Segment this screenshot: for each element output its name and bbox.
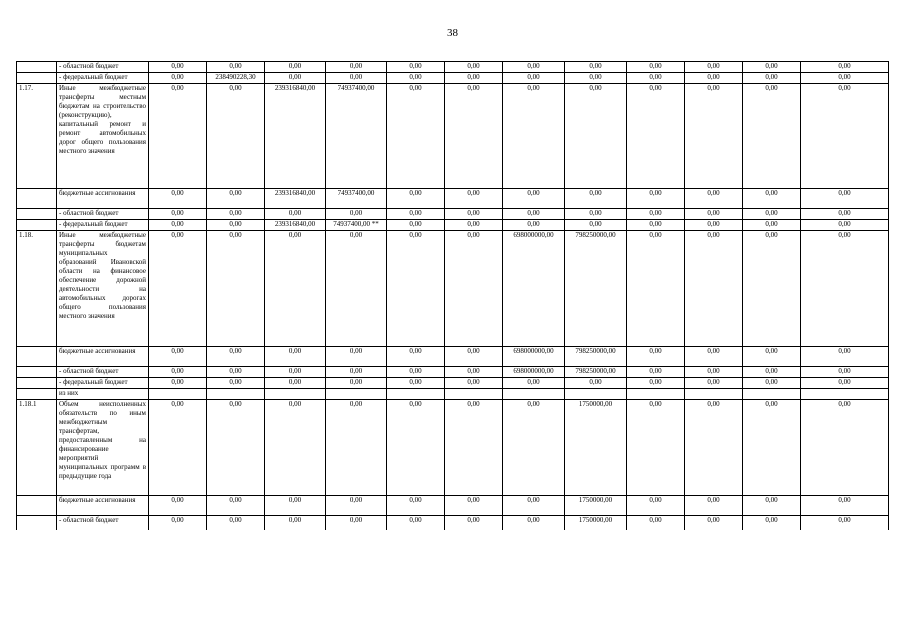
value-cell: 0,00 [445, 516, 503, 531]
value-cell [326, 389, 387, 400]
value-cell: 0,00 [565, 84, 627, 189]
value-cell: 0,00 [743, 209, 801, 220]
value-cell [387, 389, 445, 400]
value-cell: 0,00 [503, 62, 565, 73]
row-label: - областной бюджет [57, 209, 149, 220]
value-cell: 0,00 [565, 73, 627, 84]
value-cell: 0,00 [801, 209, 889, 220]
row-code [17, 62, 57, 73]
budget-table [16, 61, 889, 530]
value-cell: 0,00 [445, 220, 503, 231]
value-cell: 0,00 [743, 220, 801, 231]
value-cell: 698000000,00 [503, 347, 565, 367]
value-cell: 0,00 [207, 220, 265, 231]
value-cell: 0,00 [801, 347, 889, 367]
value-cell: 0,00 [743, 347, 801, 367]
value-cell: 0,00 [801, 496, 889, 516]
value-cell: 0,00 [627, 378, 685, 389]
value-cell: 0,00 [326, 209, 387, 220]
value-cell: 0,00 [207, 516, 265, 531]
row-code [17, 209, 57, 220]
value-cell: 0,00 [326, 516, 387, 531]
value-cell: 0,00 [207, 231, 265, 347]
value-cell: 0,00 [685, 378, 743, 389]
table-row [17, 367, 889, 378]
value-cell: 0,00 [743, 367, 801, 378]
value-cell: 0,00 [207, 189, 265, 209]
value-cell: 0,00 [801, 400, 889, 496]
value-cell: 0,00 [326, 367, 387, 378]
value-cell: 0,00 [445, 496, 503, 516]
value-cell: 0,00 [149, 231, 207, 347]
value-cell: 0,00 [387, 367, 445, 378]
value-cell: 0,00 [743, 73, 801, 84]
value-cell: 0,00 [149, 496, 207, 516]
value-cell: 0,00 [685, 231, 743, 347]
value-cell: 798250000,00 [565, 231, 627, 347]
row-label: бюджетные ассигнования [57, 347, 149, 367]
value-cell: 238490228,30 [207, 73, 265, 84]
value-cell [685, 389, 743, 400]
value-cell: 0,00 [685, 516, 743, 531]
value-cell: 0,00 [503, 189, 565, 209]
table-row [17, 231, 889, 347]
value-cell: 0,00 [685, 73, 743, 84]
row-label: - федеральный бюджет [57, 378, 149, 389]
row-code [17, 516, 57, 531]
value-cell: 239316840,00 [265, 220, 326, 231]
value-cell: 0,00 [627, 496, 685, 516]
value-cell: 798250000,00 [565, 347, 627, 367]
value-cell: 0,00 [627, 220, 685, 231]
value-cell: 0,00 [387, 378, 445, 389]
value-cell: 0,00 [265, 367, 326, 378]
value-cell: 0,00 [743, 378, 801, 389]
value-cell: 0,00 [149, 189, 207, 209]
table-row [17, 378, 889, 389]
value-cell: 0,00 [387, 496, 445, 516]
value-cell: 0,00 [743, 516, 801, 531]
value-cell: 0,00 [387, 231, 445, 347]
value-cell: 0,00 [503, 496, 565, 516]
value-cell: 0,00 [627, 231, 685, 347]
value-cell: 0,00 [149, 84, 207, 189]
value-cell: 0,00 [207, 347, 265, 367]
value-cell: 0,00 [685, 347, 743, 367]
table-row [17, 400, 889, 496]
value-cell: 0,00 [445, 84, 503, 189]
value-cell [265, 389, 326, 400]
row-label: Иные межбюджетные трансферты местным бюджетам на строительство (реконструкцию), капитальный ремонт и ремонт автомобильных дорог общего пользования местного значения [57, 84, 149, 189]
value-cell: 0,00 [265, 496, 326, 516]
row-label: из них [57, 389, 149, 400]
value-cell: 0,00 [149, 73, 207, 84]
value-cell [445, 389, 503, 400]
value-cell: 698000000,00 [503, 367, 565, 378]
row-label: - областной бюджет [57, 367, 149, 378]
table-row [17, 389, 889, 400]
value-cell: 74937400,00 [326, 189, 387, 209]
page-number: 38 [447, 27, 458, 39]
value-cell: 0,00 [149, 209, 207, 220]
table-row [17, 347, 889, 367]
value-cell: 74937400,00 [326, 84, 387, 189]
value-cell: 0,00 [265, 400, 326, 496]
value-cell: 0,00 [801, 189, 889, 209]
value-cell: 0,00 [149, 62, 207, 73]
value-cell: 0,00 [326, 378, 387, 389]
value-cell: 0,00 [207, 496, 265, 516]
row-label: бюджетные ассигнования [57, 189, 149, 209]
value-cell: 0,00 [685, 367, 743, 378]
value-cell: 0,00 [265, 62, 326, 73]
value-cell: 0,00 [207, 367, 265, 378]
value-cell: 0,00 [149, 367, 207, 378]
value-cell [627, 389, 685, 400]
value-cell: 0,00 [801, 84, 889, 189]
value-cell: 0,00 [265, 516, 326, 531]
value-cell: 0,00 [445, 209, 503, 220]
value-cell: 0,00 [801, 62, 889, 73]
value-cell: 698000000,00 [503, 231, 565, 347]
value-cell: 0,00 [387, 516, 445, 531]
value-cell: 0,00 [565, 378, 627, 389]
row-code [17, 367, 57, 378]
value-cell: 0,00 [149, 400, 207, 496]
value-cell: 0,00 [387, 84, 445, 189]
value-cell: 0,00 [149, 516, 207, 531]
value-cell: 0,00 [503, 378, 565, 389]
value-cell: 0,00 [207, 378, 265, 389]
value-cell: 0,00 [685, 84, 743, 189]
table-row [17, 220, 889, 231]
value-cell: 0,00 [387, 209, 445, 220]
row-label: - федеральный бюджет [57, 73, 149, 84]
row-code [17, 220, 57, 231]
value-cell: 0,00 [743, 231, 801, 347]
value-cell: 0,00 [565, 62, 627, 73]
row-code [17, 189, 57, 209]
row-label: Иные межбюджетные трансферты бюджетам муниципальных образований Ивановской области на финансовое обеспечение дорожной деятельности на автомобильных дорогах общего пользования местного значения [57, 231, 149, 347]
row-code [17, 496, 57, 516]
value-cell: 0,00 [265, 231, 326, 347]
value-cell: 0,00 [743, 400, 801, 496]
value-cell: 0,00 [801, 73, 889, 84]
value-cell: 0,00 [149, 220, 207, 231]
row-label: - федеральный бюджет [57, 220, 149, 231]
value-cell: 0,00 [743, 62, 801, 73]
value-cell: 0,00 [265, 209, 326, 220]
value-cell [743, 389, 801, 400]
table-row [17, 73, 889, 84]
value-cell: 0,00 [565, 220, 627, 231]
row-label: бюджетные ассигнования [57, 496, 149, 516]
value-cell: 0,00 [445, 367, 503, 378]
value-cell: 0,00 [207, 209, 265, 220]
value-cell: 0,00 [685, 209, 743, 220]
row-label: - областной бюджет [57, 62, 149, 73]
value-cell: 0,00 [627, 367, 685, 378]
value-cell: 0,00 [326, 62, 387, 73]
row-code: 1.17. [17, 84, 57, 189]
value-cell: 239316840,00 [265, 189, 326, 209]
value-cell: 0,00 [801, 231, 889, 347]
row-code: 1.18. [17, 231, 57, 347]
value-cell: 0,00 [207, 62, 265, 73]
table-row [17, 516, 889, 531]
value-cell: 239316840,00 [265, 84, 326, 189]
value-cell: 0,00 [743, 189, 801, 209]
table-row [17, 209, 889, 220]
value-cell: 0,00 [445, 400, 503, 496]
value-cell: 0,00 [627, 516, 685, 531]
value-cell: 0,00 [387, 220, 445, 231]
value-cell: 0,00 [627, 73, 685, 84]
value-cell: 0,00 [685, 496, 743, 516]
value-cell [801, 389, 889, 400]
value-cell [565, 389, 627, 400]
value-cell: 0,00 [326, 231, 387, 347]
row-code [17, 389, 57, 400]
value-cell: 0,00 [445, 347, 503, 367]
value-cell: 0,00 [387, 62, 445, 73]
value-cell: 74937400,00 ** [326, 220, 387, 231]
value-cell: 0,00 [445, 73, 503, 84]
value-cell: 0,00 [387, 73, 445, 84]
value-cell: 0,00 [207, 400, 265, 496]
value-cell: 1750000,00 [565, 400, 627, 496]
value-cell: 0,00 [387, 347, 445, 367]
value-cell: 0,00 [685, 62, 743, 73]
value-cell: 0,00 [445, 231, 503, 347]
value-cell: 0,00 [207, 84, 265, 189]
table-row [17, 189, 889, 209]
value-cell: 0,00 [565, 189, 627, 209]
value-cell: 0,00 [627, 84, 685, 189]
value-cell: 0,00 [265, 378, 326, 389]
value-cell [207, 389, 265, 400]
value-cell: 0,00 [326, 400, 387, 496]
value-cell: 0,00 [503, 220, 565, 231]
value-cell: 0,00 [445, 378, 503, 389]
row-code [17, 347, 57, 367]
table-row [17, 84, 889, 189]
table-row [17, 496, 889, 516]
value-cell: 0,00 [503, 400, 565, 496]
value-cell: 0,00 [627, 209, 685, 220]
value-cell: 0,00 [801, 367, 889, 378]
value-cell [149, 389, 207, 400]
value-cell: 0,00 [387, 189, 445, 209]
value-cell: 0,00 [685, 189, 743, 209]
value-cell: 0,00 [149, 347, 207, 367]
value-cell: 0,00 [743, 496, 801, 516]
value-cell [503, 389, 565, 400]
table-row [17, 62, 889, 73]
value-cell: 0,00 [503, 73, 565, 84]
value-cell: 0,00 [326, 496, 387, 516]
value-cell: 0,00 [326, 73, 387, 84]
value-cell: 0,00 [685, 400, 743, 496]
value-cell: 0,00 [627, 400, 685, 496]
value-cell: 0,00 [627, 347, 685, 367]
row-code: 1.18.1 [17, 400, 57, 496]
value-cell: 0,00 [445, 189, 503, 209]
value-cell: 0,00 [503, 209, 565, 220]
row-code [17, 73, 57, 84]
value-cell: 798250000,00 [565, 367, 627, 378]
value-cell: 0,00 [801, 516, 889, 531]
value-cell: 0,00 [387, 400, 445, 496]
value-cell: 0,00 [326, 347, 387, 367]
value-cell: 1750000,00 [565, 516, 627, 531]
value-cell: 0,00 [685, 220, 743, 231]
value-cell: 0,00 [743, 84, 801, 189]
value-cell: 0,00 [149, 378, 207, 389]
row-label: - областной бюджет [57, 516, 149, 531]
value-cell: 0,00 [445, 62, 503, 73]
value-cell: 0,00 [801, 220, 889, 231]
value-cell: 0,00 [503, 516, 565, 531]
value-cell: 0,00 [503, 84, 565, 189]
value-cell: 0,00 [265, 347, 326, 367]
value-cell: 0,00 [565, 209, 627, 220]
value-cell: 0,00 [627, 189, 685, 209]
value-cell: 0,00 [801, 378, 889, 389]
row-code [17, 378, 57, 389]
value-cell: 1750000,00 [565, 496, 627, 516]
row-label: Объем неисполненных обязательств по иным межбюджетным трансфертам, предоставленным на финансирование мероприятий муниципальных программ в предыдущие года [57, 400, 149, 496]
value-cell: 0,00 [265, 73, 326, 84]
value-cell: 0,00 [627, 62, 685, 73]
